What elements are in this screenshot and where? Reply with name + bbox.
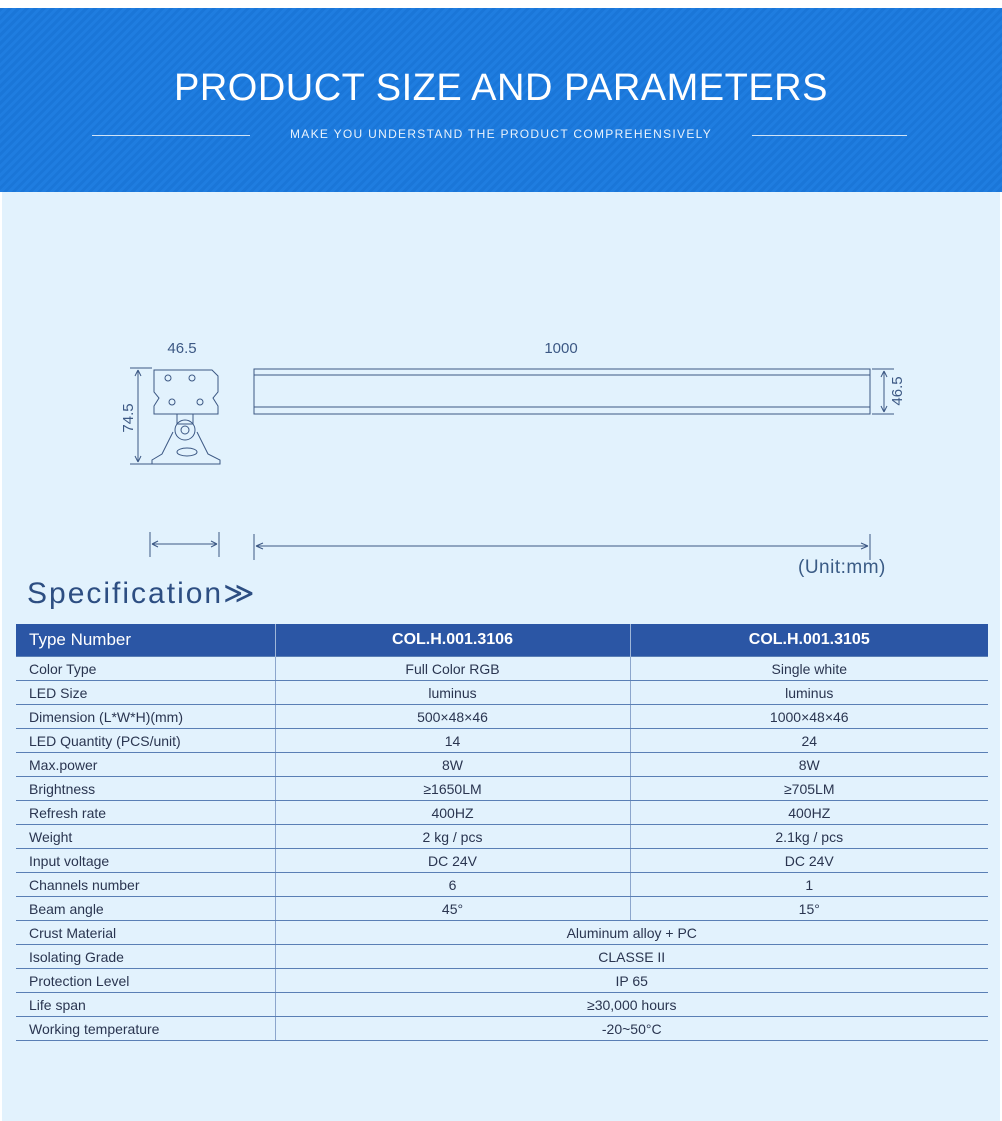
side-width-label: 46.5	[167, 340, 197, 357]
value-cell: 8W	[630, 753, 988, 777]
column-header-model-a: COL.H.001.3106	[275, 624, 630, 657]
page-subtitle: MAKE YOU UNDERSTAND THE PRODUCT COMPREHENSIVELY	[289, 127, 713, 141]
spec-table	[16, 624, 988, 1041]
value-cell: 1000×48×46	[630, 705, 988, 729]
value-cell: DC 24V	[275, 849, 630, 873]
table-row	[16, 729, 988, 753]
unit-label: (Unit:mm)	[798, 557, 886, 578]
row-label-cell: Color Type	[16, 657, 275, 681]
side-profile-body	[154, 370, 218, 414]
value-cell: Single white	[630, 657, 988, 681]
specification-heading: Specification≫	[27, 577, 257, 610]
column-header-model-b: COL.H.001.3105	[630, 624, 988, 657]
table-row	[16, 945, 988, 969]
row-label-cell: Refresh rate	[16, 801, 275, 825]
table-row	[16, 873, 988, 897]
subtitle-row	[0, 125, 1002, 145]
row-label-cell: Crust Material	[16, 921, 275, 945]
value-cell: Full Color RGB	[275, 657, 630, 681]
row-label-cell: Working temperature	[16, 1017, 275, 1041]
value-cell: 15°	[630, 897, 988, 921]
value-cell: 400HZ	[275, 801, 630, 825]
value-cell: ≥705LM	[630, 777, 988, 801]
value-cell: -20~50°C	[275, 1017, 988, 1041]
value-cell: luminus	[630, 681, 988, 705]
screw-hole-icon	[165, 375, 171, 381]
row-label-cell: Isolating Grade	[16, 945, 275, 969]
header-banner	[0, 8, 1002, 192]
value-cell: 6	[275, 873, 630, 897]
table-row	[16, 825, 988, 849]
side-height-label: 74.5	[120, 403, 137, 433]
value-cell: 8W	[275, 753, 630, 777]
value-cell: 400HZ	[630, 801, 988, 825]
value-cell: 2 kg / pcs	[275, 825, 630, 849]
row-label-cell: Weight	[16, 825, 275, 849]
value-cell: 1	[630, 873, 988, 897]
row-label-cell: Life span	[16, 993, 275, 1017]
row-label-cell: Channels number	[16, 873, 275, 897]
value-cell: DC 24V	[630, 849, 988, 873]
table-row	[16, 753, 988, 777]
row-label-cell: Input voltage	[16, 849, 275, 873]
column-header-type-number: Type Number	[16, 624, 275, 657]
spec-table-wrapper	[16, 624, 988, 1041]
value-cell: 2.1kg / pcs	[630, 825, 988, 849]
bracket-neck	[177, 414, 193, 424]
row-label-cell: Max.power	[16, 753, 275, 777]
table-header-row	[16, 624, 988, 657]
value-cell: IP 65	[275, 969, 988, 993]
value-cell: CLASSE II	[275, 945, 988, 969]
value-cell: Aluminum alloy + PC	[275, 921, 988, 945]
value-cell: 24	[630, 729, 988, 753]
table-row	[16, 849, 988, 873]
bracket-slot	[177, 448, 197, 456]
row-label-cell: Protection Level	[16, 969, 275, 993]
table-row	[16, 705, 988, 729]
table-row	[16, 897, 988, 921]
table-row	[16, 1017, 988, 1041]
table-row	[16, 657, 988, 681]
table-row	[16, 681, 988, 705]
table-row	[16, 921, 988, 945]
table-row	[16, 969, 988, 993]
subtitle-divider-right	[752, 135, 907, 136]
page-title: PRODUCT SIZE AND PARAMETERS	[174, 67, 828, 109]
row-label-cell: LED Quantity (PCS/unit)	[16, 729, 275, 753]
table-row	[16, 993, 988, 1017]
value-cell: ≥30,000 hours	[275, 993, 988, 1017]
screw-hole-icon	[169, 399, 175, 405]
table-row	[16, 777, 988, 801]
screw-hole-icon	[197, 399, 203, 405]
bracket-pivot-center	[181, 426, 189, 434]
table-row	[16, 801, 988, 825]
value-cell: 45°	[275, 897, 630, 921]
row-label-cell: Beam angle	[16, 897, 275, 921]
screw-hole-icon	[189, 375, 195, 381]
row-label-cell: Brightness	[16, 777, 275, 801]
value-cell: luminus	[275, 681, 630, 705]
row-label-cell: Dimension (L*W*H)(mm)	[16, 705, 275, 729]
bar-height-label: 46.5	[889, 376, 906, 406]
value-cell: 500×48×46	[275, 705, 630, 729]
length-label: 1000	[544, 340, 578, 357]
bracket-pivot	[175, 420, 195, 440]
row-label-cell: LED Size	[16, 681, 275, 705]
value-cell: 14	[275, 729, 630, 753]
value-cell: ≥1650LM	[275, 777, 630, 801]
